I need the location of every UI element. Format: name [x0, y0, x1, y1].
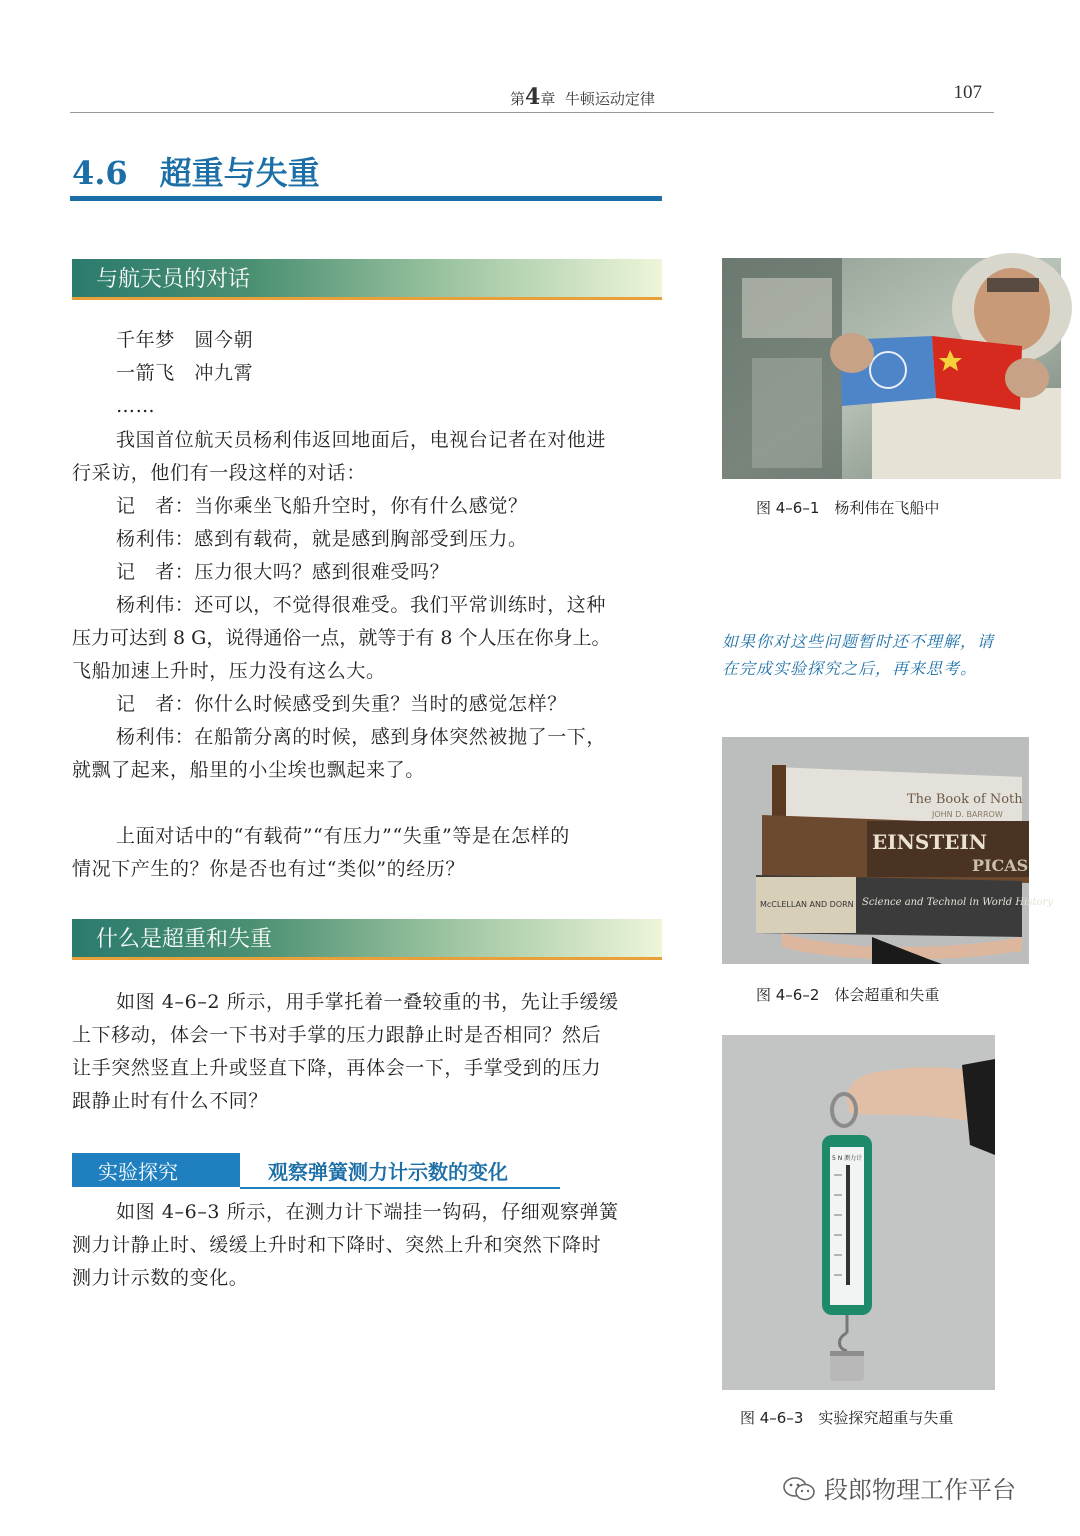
what-heading: 什么是超重和失重: [96, 927, 273, 952]
dialogue-line: 杨利伟：感到有载荷，就是感到胸部受到压力。: [116, 528, 528, 550]
book-title-4: Science and Technol in World History: [862, 897, 1053, 908]
dialogue-heading-banner: [72, 259, 662, 300]
question-line: 情况下产生的？你是否也有过“类似”的经历？: [72, 858, 466, 880]
chapter-prefix: 第: [510, 90, 526, 108]
section-title-text: 超重与失重: [159, 154, 320, 192]
intro-line: 我国首位航天员杨利伟返回地面后，电视台记者在对他进: [116, 429, 607, 451]
book-title-2: EINSTEIN: [872, 830, 988, 854]
side-note: 如果你对这些问题暂时还不理解，请在完成实验探究之后，再来思考。: [722, 632, 995, 678]
experiment-title: 观察弹簧测力计示数的变化: [268, 1160, 508, 1184]
books-photo-image: [722, 737, 1053, 964]
spring-scale-image: [722, 1035, 995, 1390]
experiment-title-box: [240, 1153, 560, 1189]
dialogue-line: 杨利伟：还可以，不觉得很难受。我们平常训练时，这种: [116, 594, 607, 616]
watermark: [782, 1470, 1016, 1505]
section-number: 4.6: [72, 154, 128, 192]
chapter-suffix: 章: [540, 90, 556, 108]
experiment-label-box: [72, 1153, 240, 1187]
astronaut-photo: [722, 258, 1061, 479]
experiment-line: 测力计示数的变化。: [72, 1267, 249, 1289]
chapter-title: 牛顿运动定律: [564, 90, 655, 108]
figure-3-caption: 图 4–6–3 实验探究超重与失重: [740, 1409, 954, 1427]
body-line: 让手突然竖直上升或竖直下降，再体会一下，手掌受到的压力: [72, 1057, 602, 1079]
what-heading-banner: [72, 919, 662, 960]
body-line: 跟静止时有什么不同？: [72, 1090, 269, 1112]
dialogue-line: 杨利伟：在船箭分离的时候，感到身体突然被抛了一下，: [116, 726, 607, 748]
intro-line: 行采访，他们有一段这样的对话：: [72, 462, 367, 484]
page-number: 107: [953, 82, 982, 103]
book-title-1: The Book of Noth: [907, 792, 1023, 807]
poem-line: 千年梦 圆今朝: [116, 329, 254, 351]
book-title-3: PICAS: [972, 856, 1029, 875]
chapter-number: 4: [525, 84, 541, 110]
experiment-line: 如图 4–6–3 所示，在测力计下端挂一钩码，仔细观察弹簧: [116, 1201, 619, 1223]
chapter-label: [510, 84, 655, 110]
dialogue-line: 记 者：压力很大吗？感到很难受吗？: [116, 561, 450, 583]
question-line: 上面对话中的“有载荷”“有压力”“失重”等是在怎样的: [116, 825, 570, 847]
experiment-label: 实验探究: [98, 1160, 178, 1184]
spring-scale-photo: [722, 1035, 995, 1390]
figure-1-caption: 图 4–6–1 杨利伟在飞船中: [756, 499, 940, 517]
figure-2-caption: 图 4–6–2 体会超重和失重: [756, 986, 940, 1004]
dialogue-line: 记 者：你什么时候感受到失重？当时的感觉怎样？: [116, 693, 567, 715]
section-title: [72, 148, 320, 194]
wechat-icon: [782, 1476, 816, 1502]
body-line: 上下移动，体会一下书对手掌的压力跟静止时是否相同？然后: [72, 1024, 602, 1046]
dialogue-line: 飞船加速上升时，压力没有这么大。: [72, 660, 386, 682]
running-header: [70, 82, 994, 113]
book-author-1: JOHN D. BARROW: [932, 810, 1003, 819]
book-author-3: McCLELLAN AND DORN: [760, 900, 854, 909]
watermark-text: 段郎物理工作平台: [824, 1476, 1016, 1504]
dialogue-line: 压力可达到 8 G，说得通俗一点，就等于有 8 个人压在你身上。: [72, 627, 611, 649]
dialogue-line: 记 者：当你乘坐飞船升空时，你有什么感觉？: [116, 495, 528, 517]
section-rule: [70, 196, 662, 201]
poem-line: 一箭飞 冲九霄: [116, 362, 254, 384]
scale-label: 5 N 测力计: [832, 1155, 863, 1162]
astronaut-photo-image: [722, 258, 1061, 479]
experiment-line: 测力计静止时、缓缓上升时和下降时、突然上升和突然下降时: [72, 1234, 602, 1256]
poem-line: ……: [116, 395, 156, 417]
dialogue-line: 就飘了起来，船里的小尘埃也飘起来了。: [72, 759, 425, 781]
body-line: 如图 4–6–2 所示，用手掌托着一叠较重的书，先让手缓缓: [116, 991, 619, 1013]
books-photo: [722, 737, 1053, 964]
dialogue-heading: 与航天员的对话: [96, 267, 251, 292]
